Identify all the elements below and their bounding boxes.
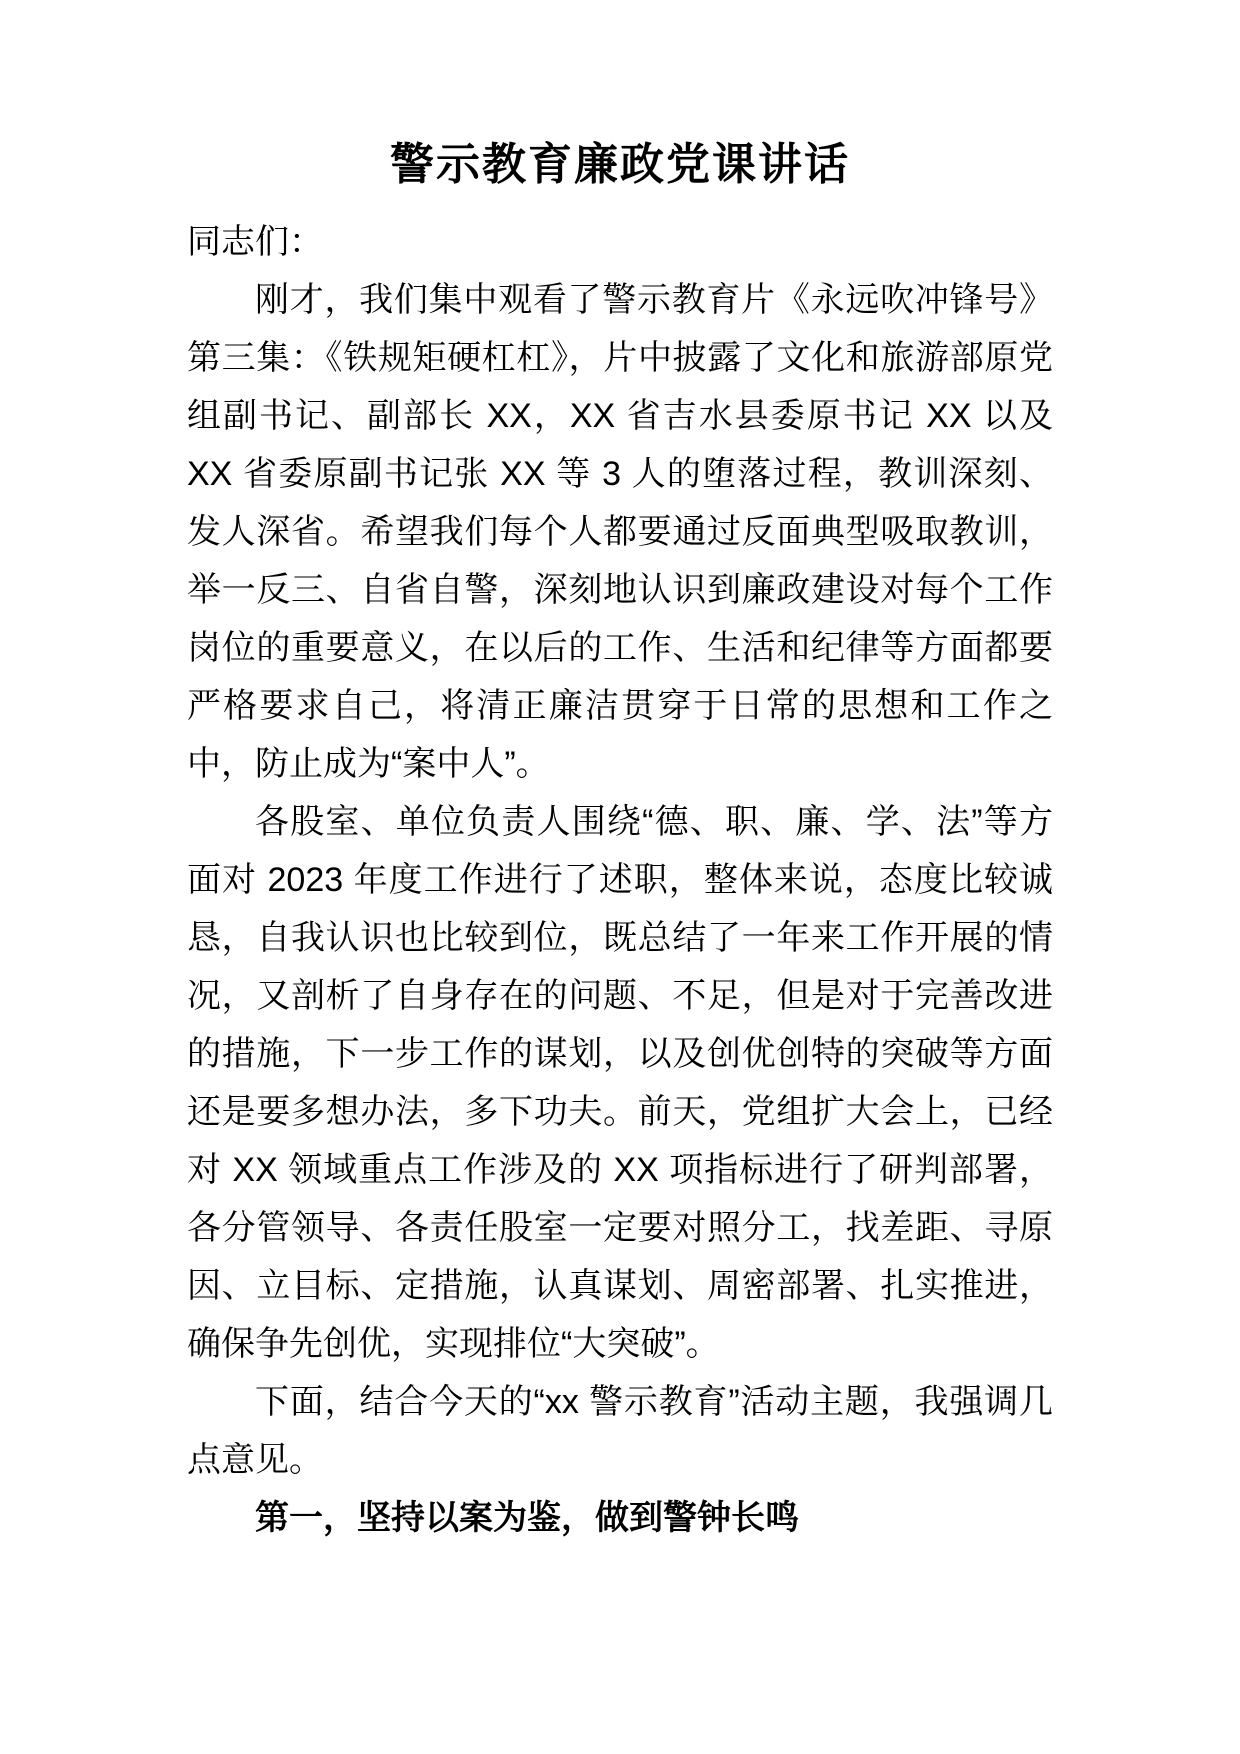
paragraph-1: 刚才，我们集中观看了警示教育片《永远吹冲锋号》第三集：《铁规矩硬杠杠》，片中披露了文化和旅游部原党组副书记、副部长 XX，XX 省吉水县委原书记 XX 以及 XX 省委原副书记张 XX 等 3 人的堕落过程，教训深刻、发人深省。希望我们每个人都要通过反面典型吸取教训，举一反三、自省自警，深刻地认识到廉政建设对每个工作岗位的重要意义，在以后的工作、生活和纪律等方面都要严格要求自己，将清正廉洁贯穿于日常的思想和工作之中，防止成为“案中人”。: [187, 281, 1053, 783]
paragraph-3: 下面，结合今天的“xx 警示教育”活动主题，我强调几点意见。: [187, 1383, 1053, 1479]
salutation-line: 同志们：: [187, 223, 323, 261]
section-heading: 第一，坚持以案为鉴，做到警钟长鸣: [255, 1499, 799, 1537]
paragraph-2: 各股室、单位负责人围绕“德、职、廉、学、法”等方面对 2023 年度工作进行了述职，整体来说，态度比较诚恳，自我认识也比较到位，既总结了一年来工作开展的情况，又剖析了自身存在的问题、不足，但是对于完善改进的措施，下一步工作的谋划，以及创优创特的突破等方面还是要多想办法，多下功夫。前天，党组扩大会上，已经对 XX 领域重点工作涉及的 XX 项指标进行了研判部署，各分管领导、各责任股室一定要对照分工，找差距、寻原因、立目标、定措施，认真谋划、周密部署、扎实推进，确保争先创优，实现排位“大突破”。: [187, 803, 1053, 1363]
document-body: [187, 213, 1053, 1547]
document-title: 警示教育廉政党课讲话: [390, 140, 850, 189]
